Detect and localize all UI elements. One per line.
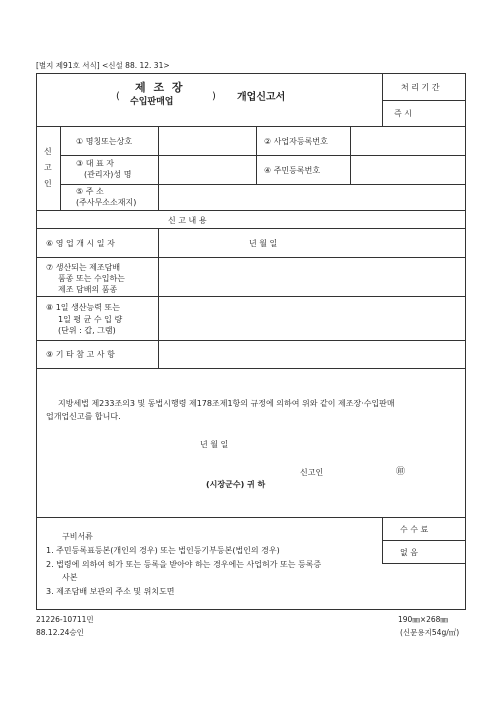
document-title: 개업신고서 bbox=[237, 92, 286, 103]
resident-number-label: ④ 주민등록번호 bbox=[264, 166, 321, 175]
document-item-2-cont: 사본 bbox=[62, 573, 78, 582]
declaration-text-1: 지방세법 제233조의3 및 동법시행령 제178조제1항의 규정에 의하여 위와 같이 제조장·수입판매 bbox=[58, 399, 395, 408]
documents-title: 구비서류 bbox=[62, 532, 93, 541]
opening-date-value[interactable]: 년 월 일 bbox=[249, 239, 278, 248]
paper-size: 190㎜×268㎜ bbox=[398, 615, 448, 624]
products-label-1: ⑦ 생산되는 제조담배 bbox=[46, 263, 121, 272]
processing-label: 처 리 기 간 bbox=[401, 83, 440, 92]
representative-label-sub: (관리자)성 명 bbox=[84, 170, 132, 179]
processing-value: 즉 시 bbox=[394, 109, 412, 118]
address-label-sub: (주사무소소재지) bbox=[76, 198, 137, 207]
other-notes-label: ⑨ 기 타 참 고 사 항 bbox=[46, 350, 115, 359]
document-item-3: 3. 제조담배 보관의 주소 및 위치도면 bbox=[46, 587, 175, 596]
declaration-date[interactable]: 년 월 일 bbox=[200, 440, 229, 449]
form-reference: [별지 제91호 서식] <신설 88. 12. 31> bbox=[36, 61, 170, 70]
capacity-label-1: ⑧ 1일 생산능력 또는 bbox=[46, 303, 120, 312]
other-notes-field[interactable] bbox=[159, 341, 465, 367]
form-code: 21226-10711민 bbox=[36, 615, 94, 624]
document-item-2: 2. 법령에 의하여 허가 또는 등록을 받아야 하는 경우에는 사업허가 또는 등록증 bbox=[46, 560, 322, 569]
products-field[interactable] bbox=[159, 258, 465, 295]
biz-reg-label: ② 사업자등록번호 bbox=[264, 137, 328, 146]
products-label-2: 품종 또는 수입하는 bbox=[58, 274, 125, 283]
address-label: ⑤ 주 소 bbox=[76, 187, 104, 196]
applicant-side-label-1: 신 bbox=[44, 147, 52, 156]
applicant-side-label-2: 고 bbox=[44, 163, 52, 172]
title-paren-close: ) bbox=[212, 91, 216, 102]
products-label-3: 제조 담배의 품종 bbox=[58, 285, 118, 294]
name-label: ① 명칭또는상호 bbox=[76, 137, 133, 146]
capacity-label-3: (단위 : 갑, 그램) bbox=[58, 326, 116, 335]
capacity-field[interactable] bbox=[159, 297, 465, 339]
applicant-side-label-3: 인 bbox=[44, 179, 52, 188]
name-field[interactable] bbox=[159, 127, 255, 154]
approval-date: 88.12.24승인 bbox=[36, 628, 84, 637]
fee-label: 수 수 료 bbox=[400, 525, 429, 534]
declaration-text-2: 업개업신고를 합니다. bbox=[46, 412, 121, 421]
title-sub: 수입판매업 bbox=[130, 97, 174, 107]
fee-value: 없 음 bbox=[400, 548, 418, 557]
title-paren-open: ( bbox=[116, 91, 120, 102]
document-item-1: 1. 주민등록표등본(개인의 경우) 또는 법인등기부등본(법인의 경우) bbox=[46, 546, 280, 555]
resident-number-field[interactable] bbox=[351, 156, 465, 183]
biz-reg-field[interactable] bbox=[351, 127, 465, 154]
opening-date-label: ⑥ 영 업 개 시 일 자 bbox=[46, 239, 115, 248]
paper-type: (신문용지54g/㎡) bbox=[400, 628, 460, 637]
representative-label: ③ 대 표 자 bbox=[76, 159, 114, 168]
seal-icon: ㊞ bbox=[396, 467, 406, 477]
applicant-signature-label: 신고인 bbox=[300, 468, 324, 477]
capacity-label-2: 1일 평 균 수 입 량 bbox=[58, 315, 123, 324]
address-field[interactable] bbox=[159, 185, 465, 209]
title-main: 제 조 장 bbox=[135, 81, 185, 94]
representative-field[interactable] bbox=[159, 156, 255, 183]
recipient: (시장군수) 귀 하 bbox=[206, 480, 266, 489]
content-header: 신 고 내 용 bbox=[168, 216, 207, 225]
